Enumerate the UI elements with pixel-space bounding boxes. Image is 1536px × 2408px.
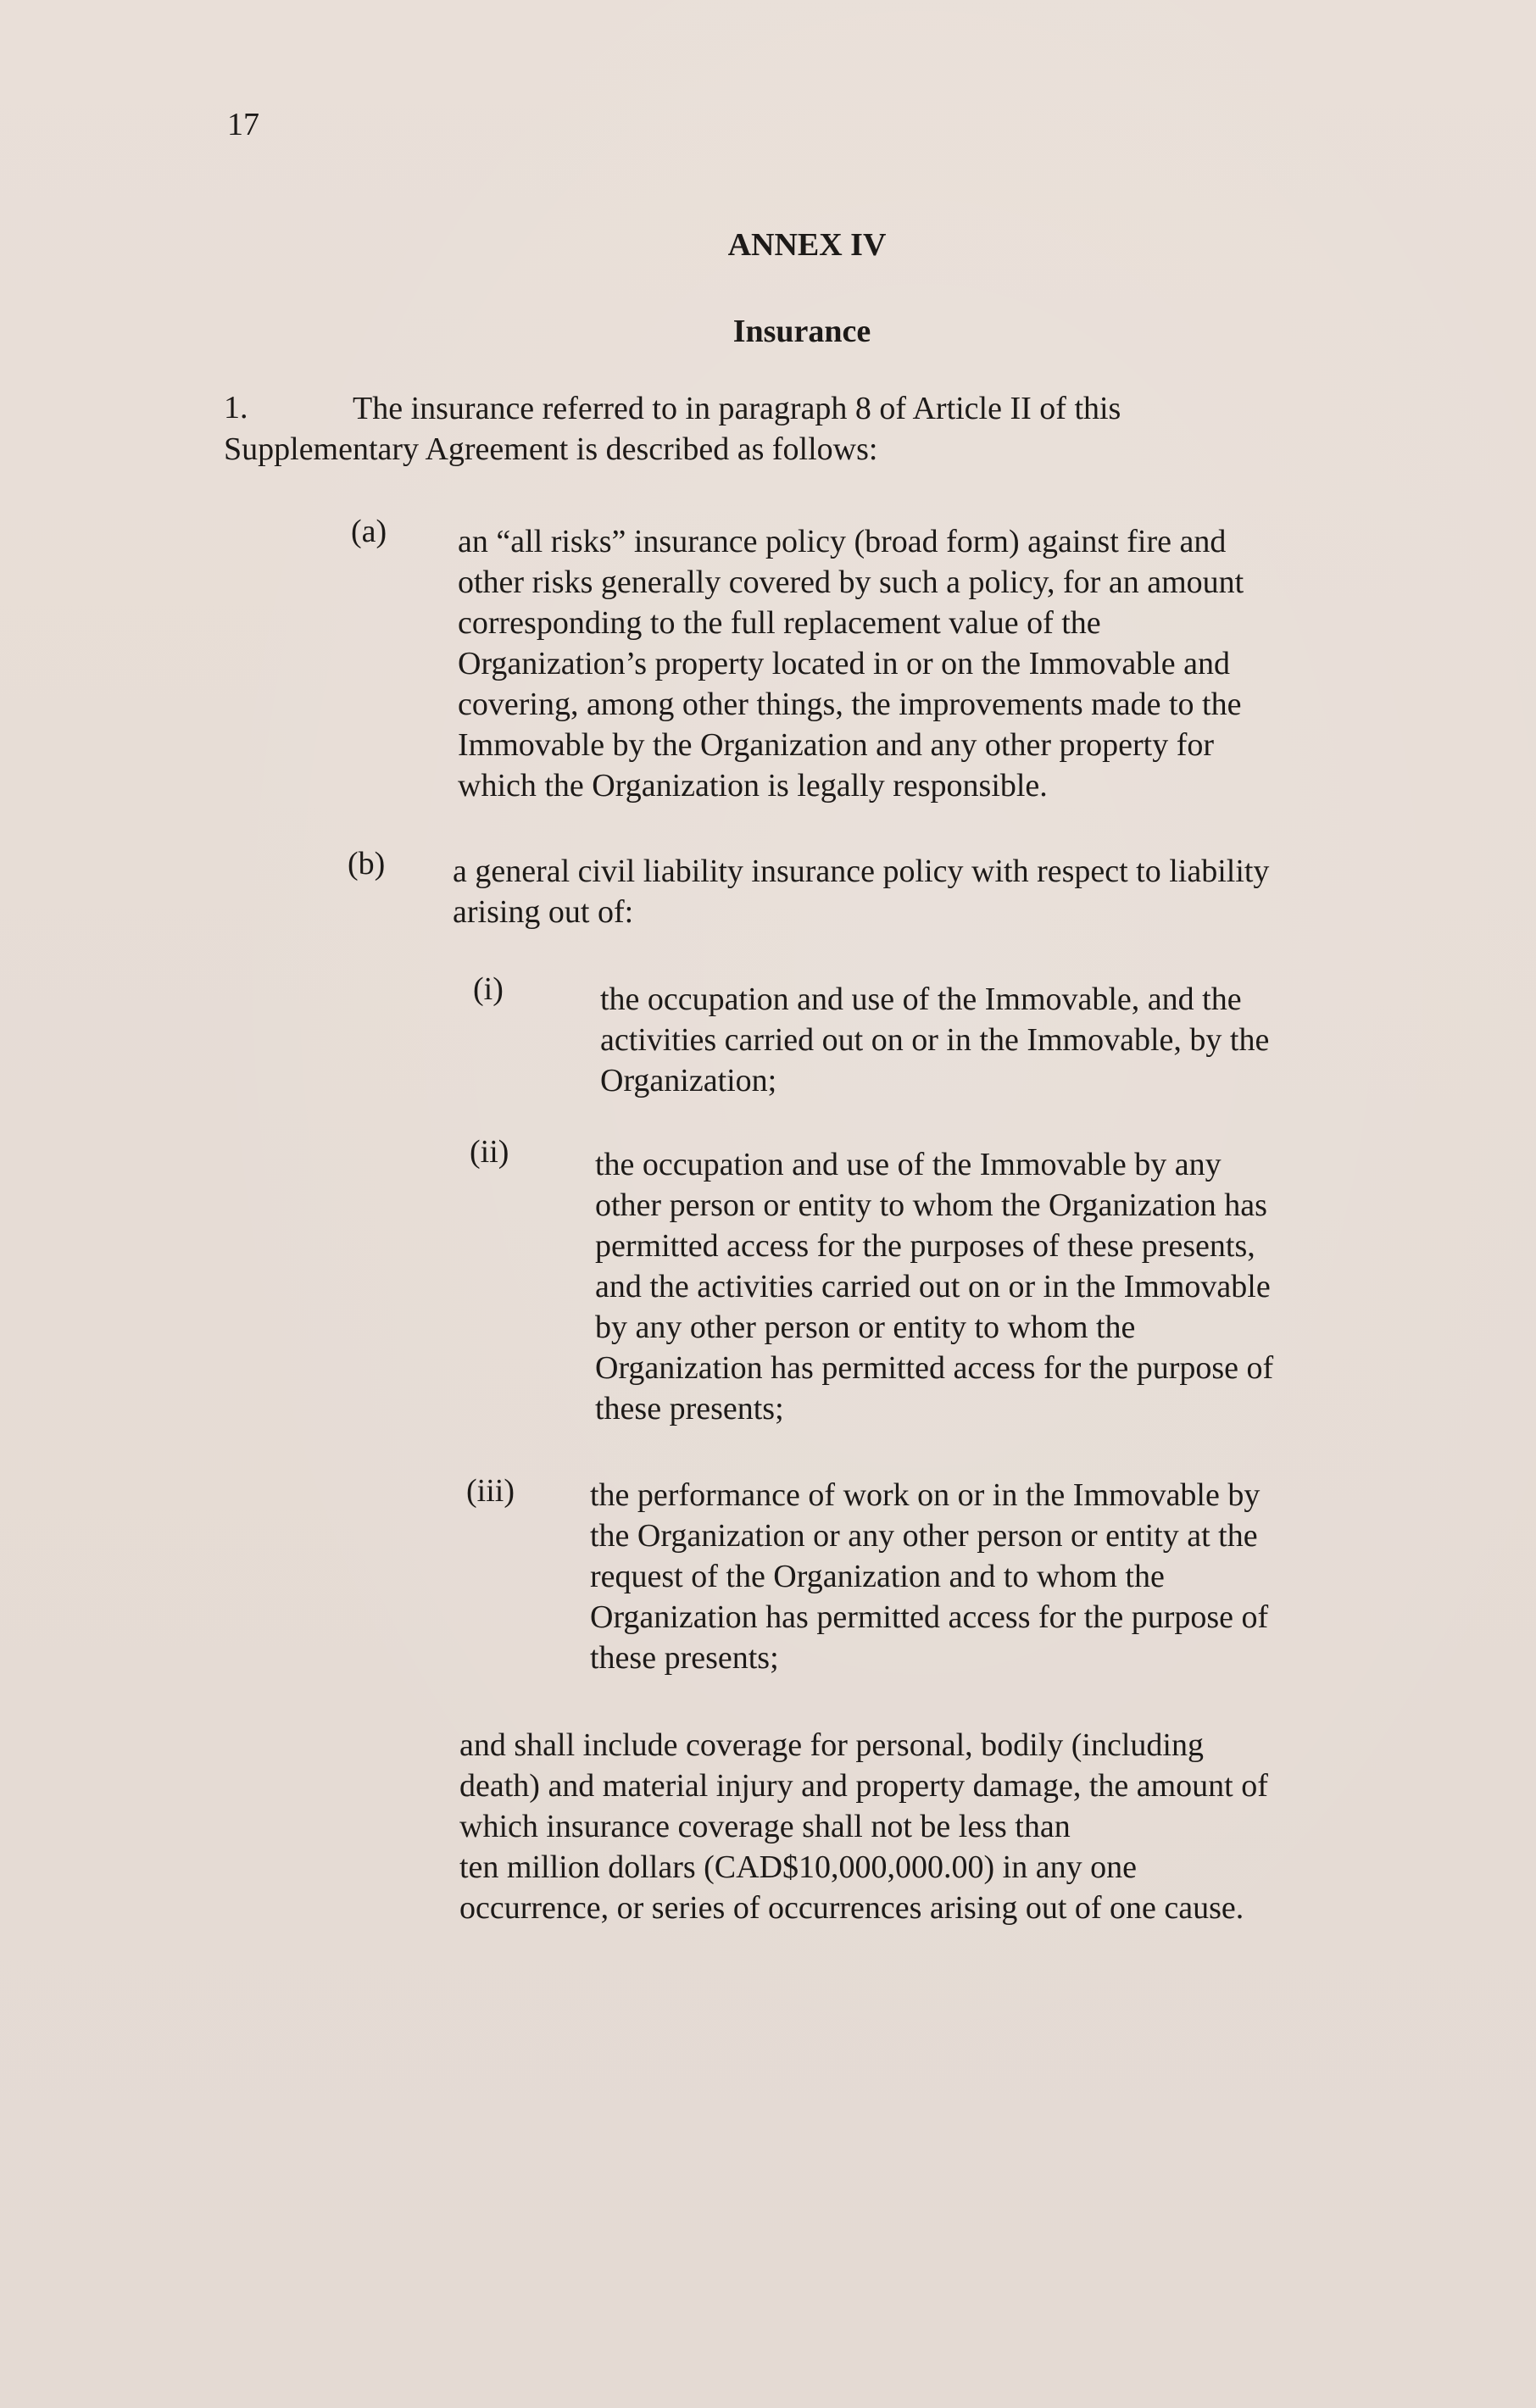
- paragraph-1-line: Supplementary Agreement is described as follows:: [224, 431, 878, 467]
- item-b-ii-line: permitted access for the purposes of these presents,: [595, 1228, 1255, 1264]
- item-b-i-line: Organization;: [600, 1063, 777, 1098]
- item-a-line: other risks generally covered by such a policy, for an amount: [458, 564, 1244, 600]
- item-b-iii-line: the Organization or any other person or entity at the: [590, 1518, 1258, 1554]
- paragraph-1-line: The insurance referred to in paragraph 8 of Article II of this: [353, 391, 1121, 426]
- item-a-line: Immovable by the Organization and any other property for: [458, 727, 1215, 763]
- closing-line: which insurance coverage shall not be less than: [459, 1809, 1071, 1844]
- closing-line: death) and material injury and property damage, the amount of: [459, 1768, 1268, 1804]
- item-b-line: arising out of:: [453, 894, 634, 930]
- item-b-ii-text: [595, 1144, 1409, 1429]
- item-b-iii-label: (iii): [466, 1473, 515, 1509]
- item-b-text: [453, 851, 1419, 932]
- item-b-iii-line: these presents;: [590, 1640, 779, 1676]
- item-b-i-label: (i): [473, 971, 504, 1007]
- item-a-text: [458, 521, 1390, 806]
- closing-line: occurrence, or series of occurrences arising out of one cause.: [459, 1890, 1244, 1926]
- item-b-i-line: the occupation and use of the Immovable, and the: [600, 982, 1242, 1017]
- item-a-line: corresponding to the full replacement value of the: [458, 605, 1101, 641]
- closing-paragraph: [459, 1725, 1409, 1928]
- closing-line: and shall include coverage for personal, bodily (including: [459, 1727, 1204, 1763]
- item-a-line: which the Organization is legally responsible.: [458, 768, 1048, 804]
- item-b-ii-line: the occupation and use of the Immovable by any: [595, 1147, 1222, 1182]
- item-b-ii-line: and the activities carried out on or in the Immovable: [595, 1269, 1271, 1304]
- item-b-label: (b): [348, 846, 386, 881]
- item-b-ii-line: these presents;: [595, 1391, 784, 1426]
- annex-title: ANNEX IV: [727, 227, 887, 263]
- closing-line: ten million dollars (CAD$10,000,000.00) in any one: [459, 1849, 1137, 1885]
- item-b-iii-line: request of the Organization and to whom the: [590, 1559, 1165, 1594]
- item-b-i-text: [600, 979, 1397, 1101]
- item-b-i-line: activities carried out on or in the Immovable, by the: [600, 1022, 1270, 1058]
- item-a-line: an “all risks” insurance policy (broad form) against fire and: [458, 524, 1227, 559]
- item-a-line: Organization’s property located in or on the Immovable and: [458, 646, 1231, 681]
- item-b-iii-line: Organization has permitted access for the purpose of: [590, 1599, 1269, 1635]
- paragraph-1: [224, 388, 1326, 470]
- page-number: 17: [227, 107, 259, 142]
- item-b-ii-line: Organization has permitted access for the purpose of: [595, 1350, 1274, 1386]
- item-b-line: a general civil liability insurance policy with respect to liability: [453, 854, 1270, 889]
- annex-subtitle: Insurance: [732, 314, 871, 349]
- item-b-iii-text: [590, 1475, 1404, 1678]
- item-b-ii-line: by any other person or entity to whom the: [595, 1310, 1136, 1345]
- item-a-label: (a): [351, 514, 387, 549]
- item-b-ii-label: (ii): [470, 1134, 509, 1170]
- paragraph-number: 1.: [224, 390, 248, 425]
- item-a-line: covering, among other things, the improvements made to the: [458, 687, 1242, 722]
- item-b-iii-line: the performance of work on or in the Immovable by: [590, 1477, 1261, 1513]
- item-b-ii-line: other person or entity to whom the Organization has: [595, 1187, 1267, 1223]
